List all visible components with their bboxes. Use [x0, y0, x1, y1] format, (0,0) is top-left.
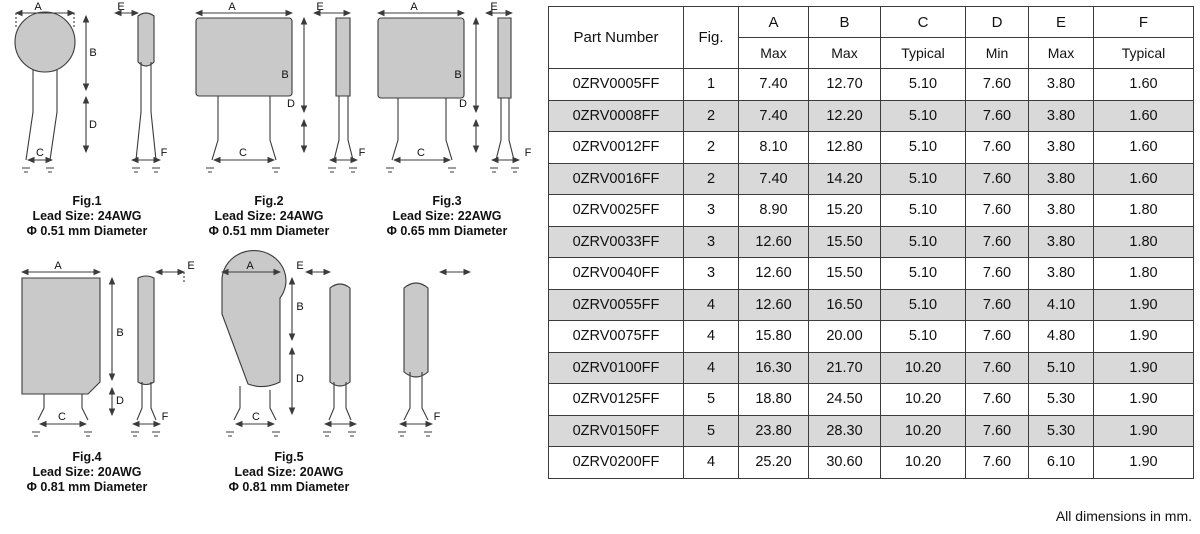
dim-label-a: A: [246, 260, 254, 272]
dim-label-b: B: [89, 47, 97, 59]
cell-part-number: 0ZRV0055FF: [549, 289, 684, 321]
fig5-caption: [202, 450, 376, 495]
cell-f: 1.90: [1094, 384, 1194, 416]
cell-c: 10.20: [881, 415, 966, 447]
col-header-a: A: [739, 7, 809, 38]
cell-a: 25.20: [739, 447, 809, 479]
col-header-part-number: Part Number: [549, 7, 684, 69]
cell-fig: 3: [684, 258, 739, 290]
fig3-caption: [360, 194, 534, 239]
cell-e: 4.10: [1029, 289, 1094, 321]
cell-f: 1.90: [1094, 321, 1194, 353]
table-header: [549, 7, 1194, 69]
cell-a: 15.80: [739, 321, 809, 353]
dim-label-e: E: [296, 260, 304, 272]
cell-c: 10.20: [881, 447, 966, 479]
cell-c: 5.10: [881, 321, 966, 353]
cell-part-number: 0ZRV0012FF: [549, 132, 684, 164]
fig3-diameter: Φ 0.65 mm Diameter: [386, 224, 508, 238]
cell-b: 16.50: [809, 289, 881, 321]
cell-d: 7.60: [966, 447, 1029, 479]
fig2-title: Fig.2: [254, 194, 284, 208]
table-row: [549, 289, 1194, 321]
fig2-side-view: [314, 13, 357, 172]
cell-c: 5.10: [881, 195, 966, 227]
dim-label-e: E: [117, 1, 125, 13]
cell-a: 7.40: [739, 163, 809, 195]
dim-label-d: D: [89, 119, 97, 131]
cell-d: 7.60: [966, 321, 1029, 353]
cell-part-number: 0ZRV0040FF: [549, 258, 684, 290]
col-subheader-f: Typical: [1094, 38, 1194, 69]
cell-a: 7.40: [739, 100, 809, 132]
dim-label-d: D: [459, 98, 467, 110]
cell-f: 1.60: [1094, 163, 1194, 195]
cell-b: 12.20: [809, 100, 881, 132]
dim-label-e: E: [490, 1, 498, 13]
cell-e: 4.80: [1029, 321, 1094, 353]
fig3-side-view: [486, 13, 519, 172]
col-header-f: F: [1094, 7, 1194, 38]
cell-part-number: 0ZRV0075FF: [549, 321, 684, 353]
cell-fig: 2: [684, 100, 739, 132]
cell-d: 7.60: [966, 69, 1029, 101]
col-header-b: B: [809, 7, 881, 38]
cell-d: 7.60: [966, 226, 1029, 258]
cell-e: 5.30: [1029, 384, 1094, 416]
dim-label-d: D: [296, 373, 304, 385]
fig4-side-view: [131, 272, 184, 436]
cell-f: 1.80: [1094, 195, 1194, 227]
cell-c: 5.10: [881, 289, 966, 321]
cell-fig: 5: [684, 384, 739, 416]
cell-f: 1.80: [1094, 226, 1194, 258]
fig1-side-view: [115, 13, 160, 172]
cell-f: 1.60: [1094, 132, 1194, 164]
cell-fig: 3: [684, 226, 739, 258]
col-header-fig: Fig.: [684, 7, 739, 69]
fig4-front-view: [22, 272, 112, 436]
cell-a: 8.90: [739, 195, 809, 227]
cell-c: 10.20: [881, 352, 966, 384]
cell-b: 15.20: [809, 195, 881, 227]
cell-f: 1.90: [1094, 415, 1194, 447]
dim-label-f: F: [161, 411, 169, 423]
specifications-table: [548, 6, 1194, 479]
dim-label-d: D: [116, 395, 124, 407]
col-subheader-d: Min: [966, 38, 1029, 69]
cell-fig: 4: [684, 352, 739, 384]
cell-a: 7.40: [739, 69, 809, 101]
cell-a: 8.10: [739, 132, 809, 164]
table-row: [549, 132, 1194, 164]
table-row: [549, 384, 1194, 416]
dim-label-c: C: [36, 147, 44, 159]
cell-f: 1.60: [1094, 100, 1194, 132]
table-row: [549, 258, 1194, 290]
cell-f: 1.80: [1094, 258, 1194, 290]
table-row: [549, 195, 1194, 227]
fig5-side-view: [306, 272, 356, 436]
table-row: [549, 69, 1194, 101]
cell-c: 5.10: [881, 226, 966, 258]
cell-c: 5.10: [881, 132, 966, 164]
cell-a: 18.80: [739, 384, 809, 416]
dim-label-b: B: [296, 301, 304, 313]
fig1-lead-size: Lead Size: 24AWG: [32, 209, 142, 223]
cell-part-number: 0ZRV0008FF: [549, 100, 684, 132]
table-row: [549, 352, 1194, 384]
cell-e: 3.80: [1029, 163, 1094, 195]
cell-part-number: 0ZRV0200FF: [549, 447, 684, 479]
cell-e: 5.30: [1029, 415, 1094, 447]
cell-b: 30.60: [809, 447, 881, 479]
cell-b: 15.50: [809, 226, 881, 258]
table-row: [549, 321, 1194, 353]
cell-fig: 2: [684, 132, 739, 164]
cell-e: 3.80: [1029, 195, 1094, 227]
cell-c: 5.10: [881, 258, 966, 290]
cell-b: 21.70: [809, 352, 881, 384]
cell-f: 1.60: [1094, 69, 1194, 101]
col-header-e: E: [1029, 7, 1094, 38]
cell-b: 24.50: [809, 384, 881, 416]
dim-label-a: A: [34, 1, 42, 13]
cell-a: 23.80: [739, 415, 809, 447]
fig5-front-view: [222, 251, 292, 436]
dim-label-c: C: [239, 147, 247, 159]
cell-part-number: 0ZRV0100FF: [549, 352, 684, 384]
dim-label-f: F: [524, 147, 532, 159]
table-row: [549, 447, 1194, 479]
fig1-caption: [0, 194, 174, 239]
cell-fig: 3: [684, 195, 739, 227]
cell-part-number: 0ZRV0125FF: [549, 384, 684, 416]
cell-b: 12.80: [809, 132, 881, 164]
cell-d: 7.60: [966, 100, 1029, 132]
cell-part-number: 0ZRV0150FF: [549, 415, 684, 447]
cell-e: 3.80: [1029, 132, 1094, 164]
table-body: [549, 69, 1194, 479]
dim-label-a: A: [410, 1, 418, 13]
fig4-lead-size: Lead Size: 20AWG: [32, 465, 142, 479]
fig2-diameter: Φ 0.51 mm Diameter: [208, 224, 330, 238]
fig2-lead-size: Lead Size: 24AWG: [214, 209, 324, 223]
cell-a: 12.60: [739, 258, 809, 290]
dimensions-footnote: All dimensions in mm.: [1055, 508, 1192, 524]
fig2-caption: [182, 194, 356, 239]
fig1-title: Fig.1: [72, 194, 102, 208]
fig5-title: Fig.5: [274, 450, 304, 464]
cell-f: 1.90: [1094, 352, 1194, 384]
dim-label-f: F: [358, 147, 366, 159]
cell-fig: 4: [684, 321, 739, 353]
table-row: [549, 163, 1194, 195]
cell-e: 3.80: [1029, 69, 1094, 101]
fig5-lead-size: Lead Size: 20AWG: [234, 465, 344, 479]
cell-b: 15.50: [809, 258, 881, 290]
cell-c: 10.20: [881, 384, 966, 416]
cell-e: 5.10: [1029, 352, 1094, 384]
cell-fig: 5: [684, 415, 739, 447]
cell-part-number: 0ZRV0005FF: [549, 69, 684, 101]
dim-label-a: A: [228, 1, 236, 13]
dim-label-f: F: [433, 411, 441, 423]
cell-a: 12.60: [739, 289, 809, 321]
cell-part-number: 0ZRV0016FF: [549, 163, 684, 195]
fig4-title: Fig.4: [72, 450, 102, 464]
table-row: [549, 415, 1194, 447]
cell-fig: 4: [684, 289, 739, 321]
specifications-table-wrapper: [548, 6, 1193, 479]
col-header-d: D: [966, 7, 1029, 38]
table-row: [549, 100, 1194, 132]
cell-part-number: 0ZRV0033FF: [549, 226, 684, 258]
dim-label-e: E: [316, 1, 324, 13]
fig4-caption: [0, 450, 174, 495]
cell-part-number: 0ZRV0025FF: [549, 195, 684, 227]
dim-label-c: C: [417, 147, 425, 159]
cell-d: 7.60: [966, 352, 1029, 384]
dim-label-b: B: [281, 69, 289, 81]
fig1-front-view: [15, 12, 86, 172]
dim-label-b: B: [454, 69, 462, 81]
cell-d: 7.60: [966, 289, 1029, 321]
cell-fig: 1: [684, 69, 739, 101]
fig5-diameter: Φ 0.81 mm Diameter: [228, 480, 350, 494]
cell-e: 3.80: [1029, 258, 1094, 290]
cell-d: 7.60: [966, 132, 1029, 164]
cell-a: 16.30: [739, 352, 809, 384]
cell-e: 6.10: [1029, 447, 1094, 479]
drawings-panel: [0, 0, 545, 534]
cell-a: 12.60: [739, 226, 809, 258]
fig2-front-view: [196, 13, 304, 172]
cell-e: 3.80: [1029, 100, 1094, 132]
fig1-diameter: Φ 0.51 mm Diameter: [26, 224, 148, 238]
fig3-lead-size: Lead Size: 22AWG: [392, 209, 502, 223]
cell-d: 7.60: [966, 384, 1029, 416]
cell-b: 28.30: [809, 415, 881, 447]
cell-d: 7.60: [966, 258, 1029, 290]
fig3-title: Fig.3: [432, 194, 462, 208]
col-subheader-c: Typical: [881, 38, 966, 69]
cell-e: 3.80: [1029, 226, 1094, 258]
cell-fig: 4: [684, 447, 739, 479]
dim-label-c: C: [252, 411, 260, 423]
fig4-diameter: Φ 0.81 mm Diameter: [26, 480, 148, 494]
cell-c: 5.10: [881, 163, 966, 195]
col-subheader-e: Max: [1029, 38, 1094, 69]
cell-f: 1.90: [1094, 289, 1194, 321]
dim-label-e: E: [187, 260, 195, 272]
dim-label-d: D: [287, 98, 295, 110]
cell-c: 5.10: [881, 100, 966, 132]
cell-b: 20.00: [809, 321, 881, 353]
col-subheader-b: Max: [809, 38, 881, 69]
cell-d: 7.60: [966, 163, 1029, 195]
table-header-row-1: [549, 7, 1194, 38]
cell-b: 14.20: [809, 163, 881, 195]
col-header-c: C: [881, 7, 966, 38]
col-subheader-a: Max: [739, 38, 809, 69]
dim-label-b: B: [116, 327, 124, 339]
cell-f: 1.90: [1094, 447, 1194, 479]
cell-d: 7.60: [966, 415, 1029, 447]
cell-fig: 2: [684, 163, 739, 195]
cell-b: 12.70: [809, 69, 881, 101]
table-row: [549, 226, 1194, 258]
cell-c: 5.10: [881, 69, 966, 101]
dim-label-f: F: [160, 147, 168, 159]
fig3-front-view: [378, 13, 476, 172]
dim-label-a: A: [54, 260, 62, 272]
dim-label-c: C: [58, 411, 66, 423]
cell-d: 7.60: [966, 195, 1029, 227]
